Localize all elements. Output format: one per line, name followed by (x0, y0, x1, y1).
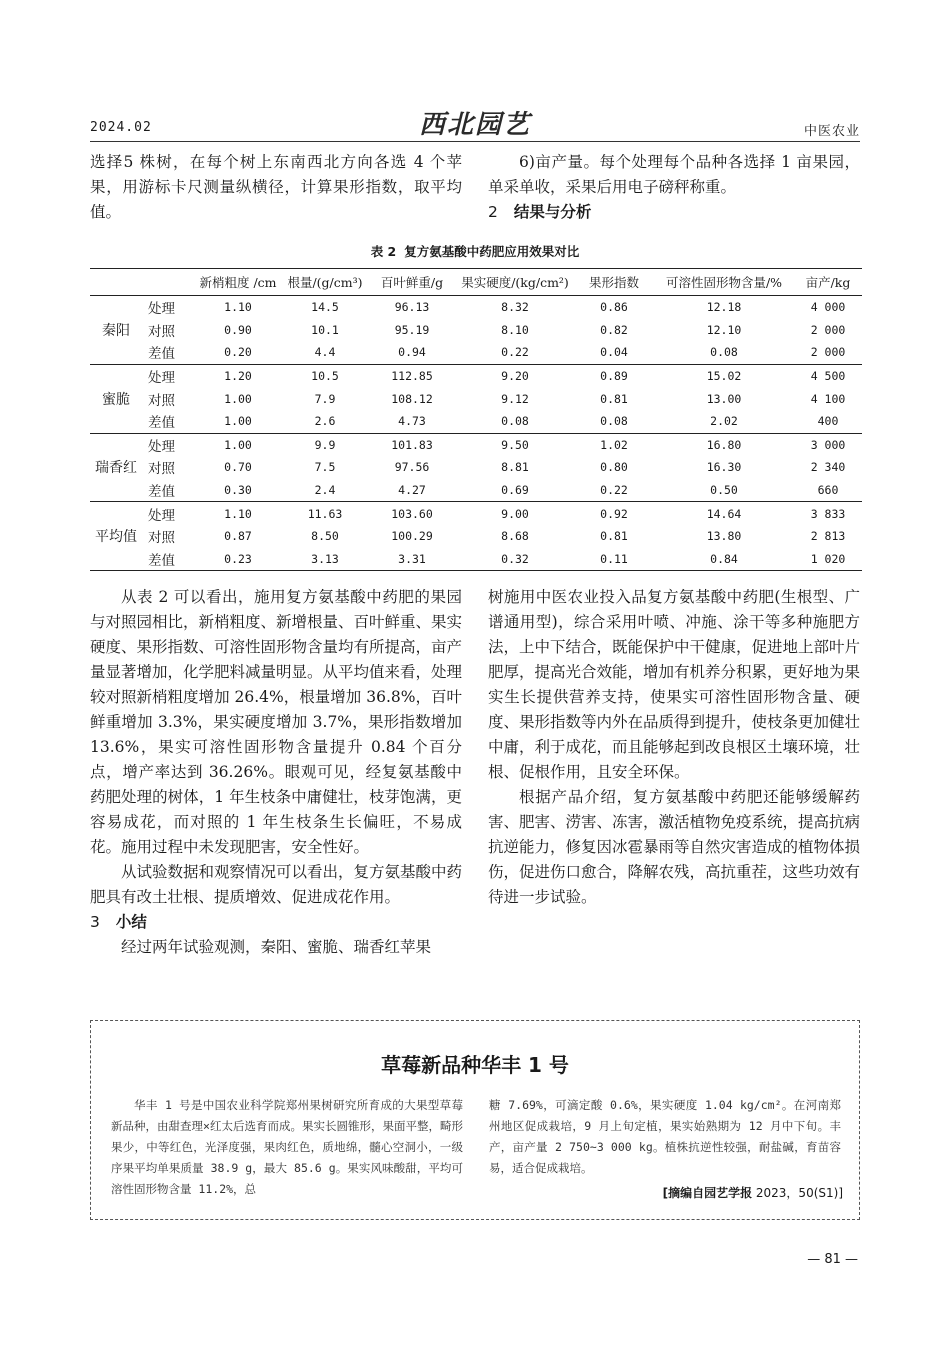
value-cell: 14.5 (311, 300, 339, 315)
value-cell: 0.89 (600, 369, 628, 384)
treatment-cell: 对照 (148, 530, 175, 547)
treatment-cell: 差值 (142, 479, 194, 502)
value-cell: 8.81 (501, 460, 529, 475)
value-cell: 16.80 (706, 437, 742, 452)
body-right-column (488, 585, 860, 910)
treatment-cell: 对照 (148, 461, 175, 478)
value-cell: 112.85 (391, 369, 433, 384)
value-cell: 1.02 (600, 437, 628, 452)
treatment-cell: 对照 (148, 323, 175, 340)
page-number: — 81 — (807, 1252, 858, 1267)
table-body (90, 296, 862, 571)
value-cell: 8.10 (501, 322, 529, 337)
value-cell: 2.6 (282, 410, 368, 433)
value-cell: 0.08 (654, 341, 794, 364)
value-cell: 0.90 (224, 322, 252, 337)
issue-date: 2024.02 (90, 120, 152, 135)
value-cell: 103.60 (391, 506, 433, 521)
variety-cell: 蜜脆 (90, 364, 142, 433)
body-paragraph: 根据产品介绍，复方氨基酸中药肥还能够缓解药害、肥害、涝害、冻害，激活植物免疫系统，提高抗病抗逆能力，修复因冰雹暴雨等自然灾害造成的植物体损伤，促进伤口愈合，降解农残，高抗重茬，这些功效有待进一步试验。 (488, 788, 861, 906)
treatment-cell: 处理 (148, 507, 175, 524)
value-cell: 9.12 (501, 391, 529, 406)
value-cell: 0.22 (574, 479, 654, 502)
section-2-number: 2 (488, 203, 498, 221)
section-3-heading (90, 910, 462, 935)
value-cell: 4.73 (368, 410, 456, 433)
value-cell: 8.50 (311, 529, 339, 544)
variety-cell: 平均值 (90, 502, 142, 571)
variety-cell: 秦阳 (90, 296, 142, 365)
value-cell: 0.23 (194, 548, 282, 571)
value-cell: 0.32 (456, 548, 574, 571)
value-cell: 0.69 (456, 479, 574, 502)
value-cell: 108.12 (391, 391, 433, 406)
body-paragraph: 经过两年试验观测，秦阳、蜜脆、瑞香红苹果 (121, 938, 432, 956)
box-title: 草莓新品种华丰 1 号 (381, 1053, 569, 1077)
value-cell: 9.00 (501, 506, 529, 521)
value-cell: 95.19 (394, 322, 430, 337)
value-cell: 12.10 (706, 322, 742, 337)
body-paragraph: 从试验数据和观察情况可以看出，复方氨基酸中药肥具有改土壮根、提质增效、促进成花作用。 (90, 863, 463, 906)
table-row (90, 525, 862, 548)
table-row (90, 433, 862, 456)
box-source-suffix: 2023，50(S1)] (752, 1186, 843, 1200)
value-cell: 10.1 (311, 322, 339, 337)
value-cell: 1.10 (224, 300, 252, 315)
section-3-number: 3 (90, 913, 100, 931)
value-cell: 0.08 (456, 410, 574, 433)
header-rule (90, 141, 860, 142)
value-cell: 0.80 (600, 460, 628, 475)
table-header-row (90, 269, 862, 296)
value-cell: 0.86 (600, 300, 628, 315)
table-row (90, 410, 862, 433)
intro-left-column (90, 150, 462, 225)
body-paragraph: 从表 2 可以看出，施用复方氨基酸中药肥的果园与对照园相比，新梢粗度、新增根量、百叶鲜重、果实硬度、果形指数、可溶性固形物含量均有所提高，亩产量显著增加，化学肥料减量明显。从平均值来看，处理较对照新梢粗度增加 26.4%，根量增加 36.8%，百叶鲜重增加 3.3%，果实硬度增加 3.7%，果形指数增加 13.6%，果实可溶性固形物含量提升 0.84 个百分点，增产率达到 36.26%。眼观可见，经复氨基酸中药肥处理的树体，1 年生枝条中庸健壮，枝芽饱满，更容易成花，而对照的 1 年生枝条生长偏旺，不易成花。施用过程中未发现肥害，安全性好。 (90, 588, 463, 856)
table-row (90, 502, 862, 525)
value-cell: 9.9 (314, 437, 336, 452)
value-cell: 3 833 (810, 506, 846, 521)
value-cell: 1.00 (224, 391, 252, 406)
table-row (90, 341, 862, 364)
value-cell: 0.20 (194, 341, 282, 364)
value-cell: 9.20 (501, 369, 529, 384)
value-cell: 4.4 (282, 341, 368, 364)
box-right-column (489, 1095, 841, 1179)
value-cell: 14.64 (706, 506, 742, 521)
body-left-column (90, 585, 462, 960)
value-cell: 0.22 (456, 341, 574, 364)
value-cell: 2.02 (654, 410, 794, 433)
value-cell: 13.80 (706, 529, 742, 544)
table-row (90, 479, 862, 502)
value-cell: 4 500 (810, 369, 846, 384)
treatment-cell: 处理 (148, 370, 175, 387)
header-cell: 百叶鲜重/g (368, 269, 456, 296)
value-cell: 0.81 (600, 529, 628, 544)
value-cell: 97.56 (394, 460, 430, 475)
body-paragraph: 树施用中医农业投入品复方氨基酸中药肥(生根型、广谱通用型)，综合采用叶喷、冲施、涂干等多种施肥方法，上中下结合，既能保护中干健康，促进地上部叶片肥厚，提高光合效能，增加有机养分积累，更好地为果实生长提供营养支持，使果实可溶性固形物含量、硬度、果形指数等内外在品质得到提升，使枝条更加健壮中庸，利于成花，而且能够起到改良根区土壤环境，壮根、促根作用，且安全环保。 (488, 588, 861, 781)
value-cell: 0.87 (224, 529, 252, 544)
sidebar-box (90, 1020, 860, 1220)
value-cell: 2 340 (810, 460, 846, 475)
value-cell: 10.5 (311, 369, 339, 384)
box-left-column (111, 1095, 463, 1200)
treatment-cell: 处理 (148, 438, 175, 455)
value-cell: 11.63 (307, 506, 343, 521)
value-cell: 96.13 (394, 300, 430, 315)
header-cell: 果实硬度/(kg/cm²) (456, 269, 574, 296)
table-row (90, 296, 862, 319)
value-cell: 1.00 (194, 410, 282, 433)
header-cell: 根量/(g/cm³) (282, 269, 368, 296)
value-cell: 2 000 (810, 322, 846, 337)
intro-right-paragraph: 6)亩产量。每个处理每个品种各选择 1 亩果园，单采单收，采果后用电子磅秤称重。 (488, 153, 860, 196)
table-caption-text: 复方氨基酸中药肥应用效果对比 (404, 244, 580, 259)
value-cell: 1 020 (794, 548, 862, 571)
value-cell: 16.30 (706, 460, 742, 475)
value-cell: 0.50 (654, 479, 794, 502)
header-cell: 新梢粗度 /cm (194, 269, 282, 296)
value-cell: 4.27 (368, 479, 456, 502)
table-row (90, 456, 862, 479)
treatment-cell: 差值 (142, 410, 194, 433)
value-cell: 3.13 (282, 548, 368, 571)
value-cell: 2 000 (794, 341, 862, 364)
value-cell: 660 (794, 479, 862, 502)
value-cell: 7.5 (314, 460, 336, 475)
table-caption (90, 242, 860, 260)
value-cell: 0.04 (574, 341, 654, 364)
results-table (90, 268, 862, 571)
box-source (663, 1184, 843, 1201)
value-cell: 3.31 (368, 548, 456, 571)
value-cell: 4 100 (810, 391, 846, 406)
treatment-cell: 差值 (142, 341, 194, 364)
treatment-cell: 处理 (148, 301, 175, 318)
value-cell: 1.20 (224, 369, 252, 384)
value-cell: 2.4 (282, 479, 368, 502)
header-empty (142, 269, 194, 296)
box-paragraph: 华丰 1 号是中国农业科学院郑州果树研究所育成的大果型草莓新品种，由甜查理×红太后选育而成。果实长圆锥形，果面平整，畸形果少，中等红色，光泽度强，果肉红色，质地绵，髓心空洞小，一级序果平均单果质量 38.9 g，最大 85.6 g。果实风味酸甜，平均可溶性固形物含量 11.2%，总 (111, 1098, 463, 1196)
section-2-heading (488, 200, 860, 225)
header-cell: 可溶性固形物含量/% (654, 269, 794, 296)
value-cell: 0.11 (574, 548, 654, 571)
section-2-title: 结果与分析 (513, 203, 592, 221)
header-cell: 果形指数 (574, 269, 654, 296)
box-paragraph: 糖 7.69%，可滴定酸 0.6%，果实硬度 1.04 kg/cm²。在河南郑州地区促成栽培，9 月上旬定植，果实始熟期为 12 月中下旬。丰产，亩产量 2 750~3 000 kg。植株抗逆性较强，耐盐碱，育苗容易，适合促成栽培。 (489, 1098, 841, 1175)
value-cell: 100.29 (391, 529, 433, 544)
value-cell: 1.00 (224, 437, 252, 452)
value-cell: 8.68 (501, 529, 529, 544)
header-cell: 亩产/kg (794, 269, 862, 296)
value-cell: 0.92 (600, 506, 628, 521)
value-cell: 0.30 (194, 479, 282, 502)
value-cell: 9.50 (501, 437, 529, 452)
value-cell: 0.94 (368, 341, 456, 364)
table-row (90, 364, 862, 387)
value-cell: 0.08 (574, 410, 654, 433)
value-cell: 12.18 (706, 300, 742, 315)
value-cell: 8.32 (501, 300, 529, 315)
intro-left-paragraph: 选择5 株树，在每个树上东南西北方向各选 4 个苹果，用游标卡尺测量纵横径，计算果形指数，取平均值。 (90, 153, 462, 221)
value-cell: 2 813 (810, 529, 846, 544)
value-cell: 13.00 (706, 391, 742, 406)
header-empty (90, 269, 142, 296)
variety-cell: 瑞香红 (90, 433, 142, 502)
section-3-title: 小结 (115, 913, 147, 931)
value-cell: 15.02 (706, 369, 742, 384)
value-cell: 101.83 (391, 437, 433, 452)
value-cell: 1.10 (224, 506, 252, 521)
value-cell: 400 (794, 410, 862, 433)
value-cell: 0.84 (654, 548, 794, 571)
treatment-cell: 差值 (142, 548, 194, 571)
table-number: 表 2 (370, 244, 397, 259)
value-cell: 7.9 (314, 391, 336, 406)
value-cell: 0.82 (600, 322, 628, 337)
intro-right-column (488, 150, 860, 225)
table-row (90, 319, 862, 342)
section-label: 中医农业 (803, 124, 860, 139)
table-row (90, 548, 862, 571)
treatment-cell: 对照 (148, 392, 175, 409)
value-cell: 3 000 (810, 437, 846, 452)
value-cell: 0.70 (224, 460, 252, 475)
table-row (90, 387, 862, 410)
journal-masthead: 西北园艺 (418, 110, 531, 140)
value-cell: 0.81 (600, 391, 628, 406)
box-source-prefix: [摘编自园艺学报 (662, 1186, 753, 1200)
value-cell: 4 000 (810, 300, 846, 315)
